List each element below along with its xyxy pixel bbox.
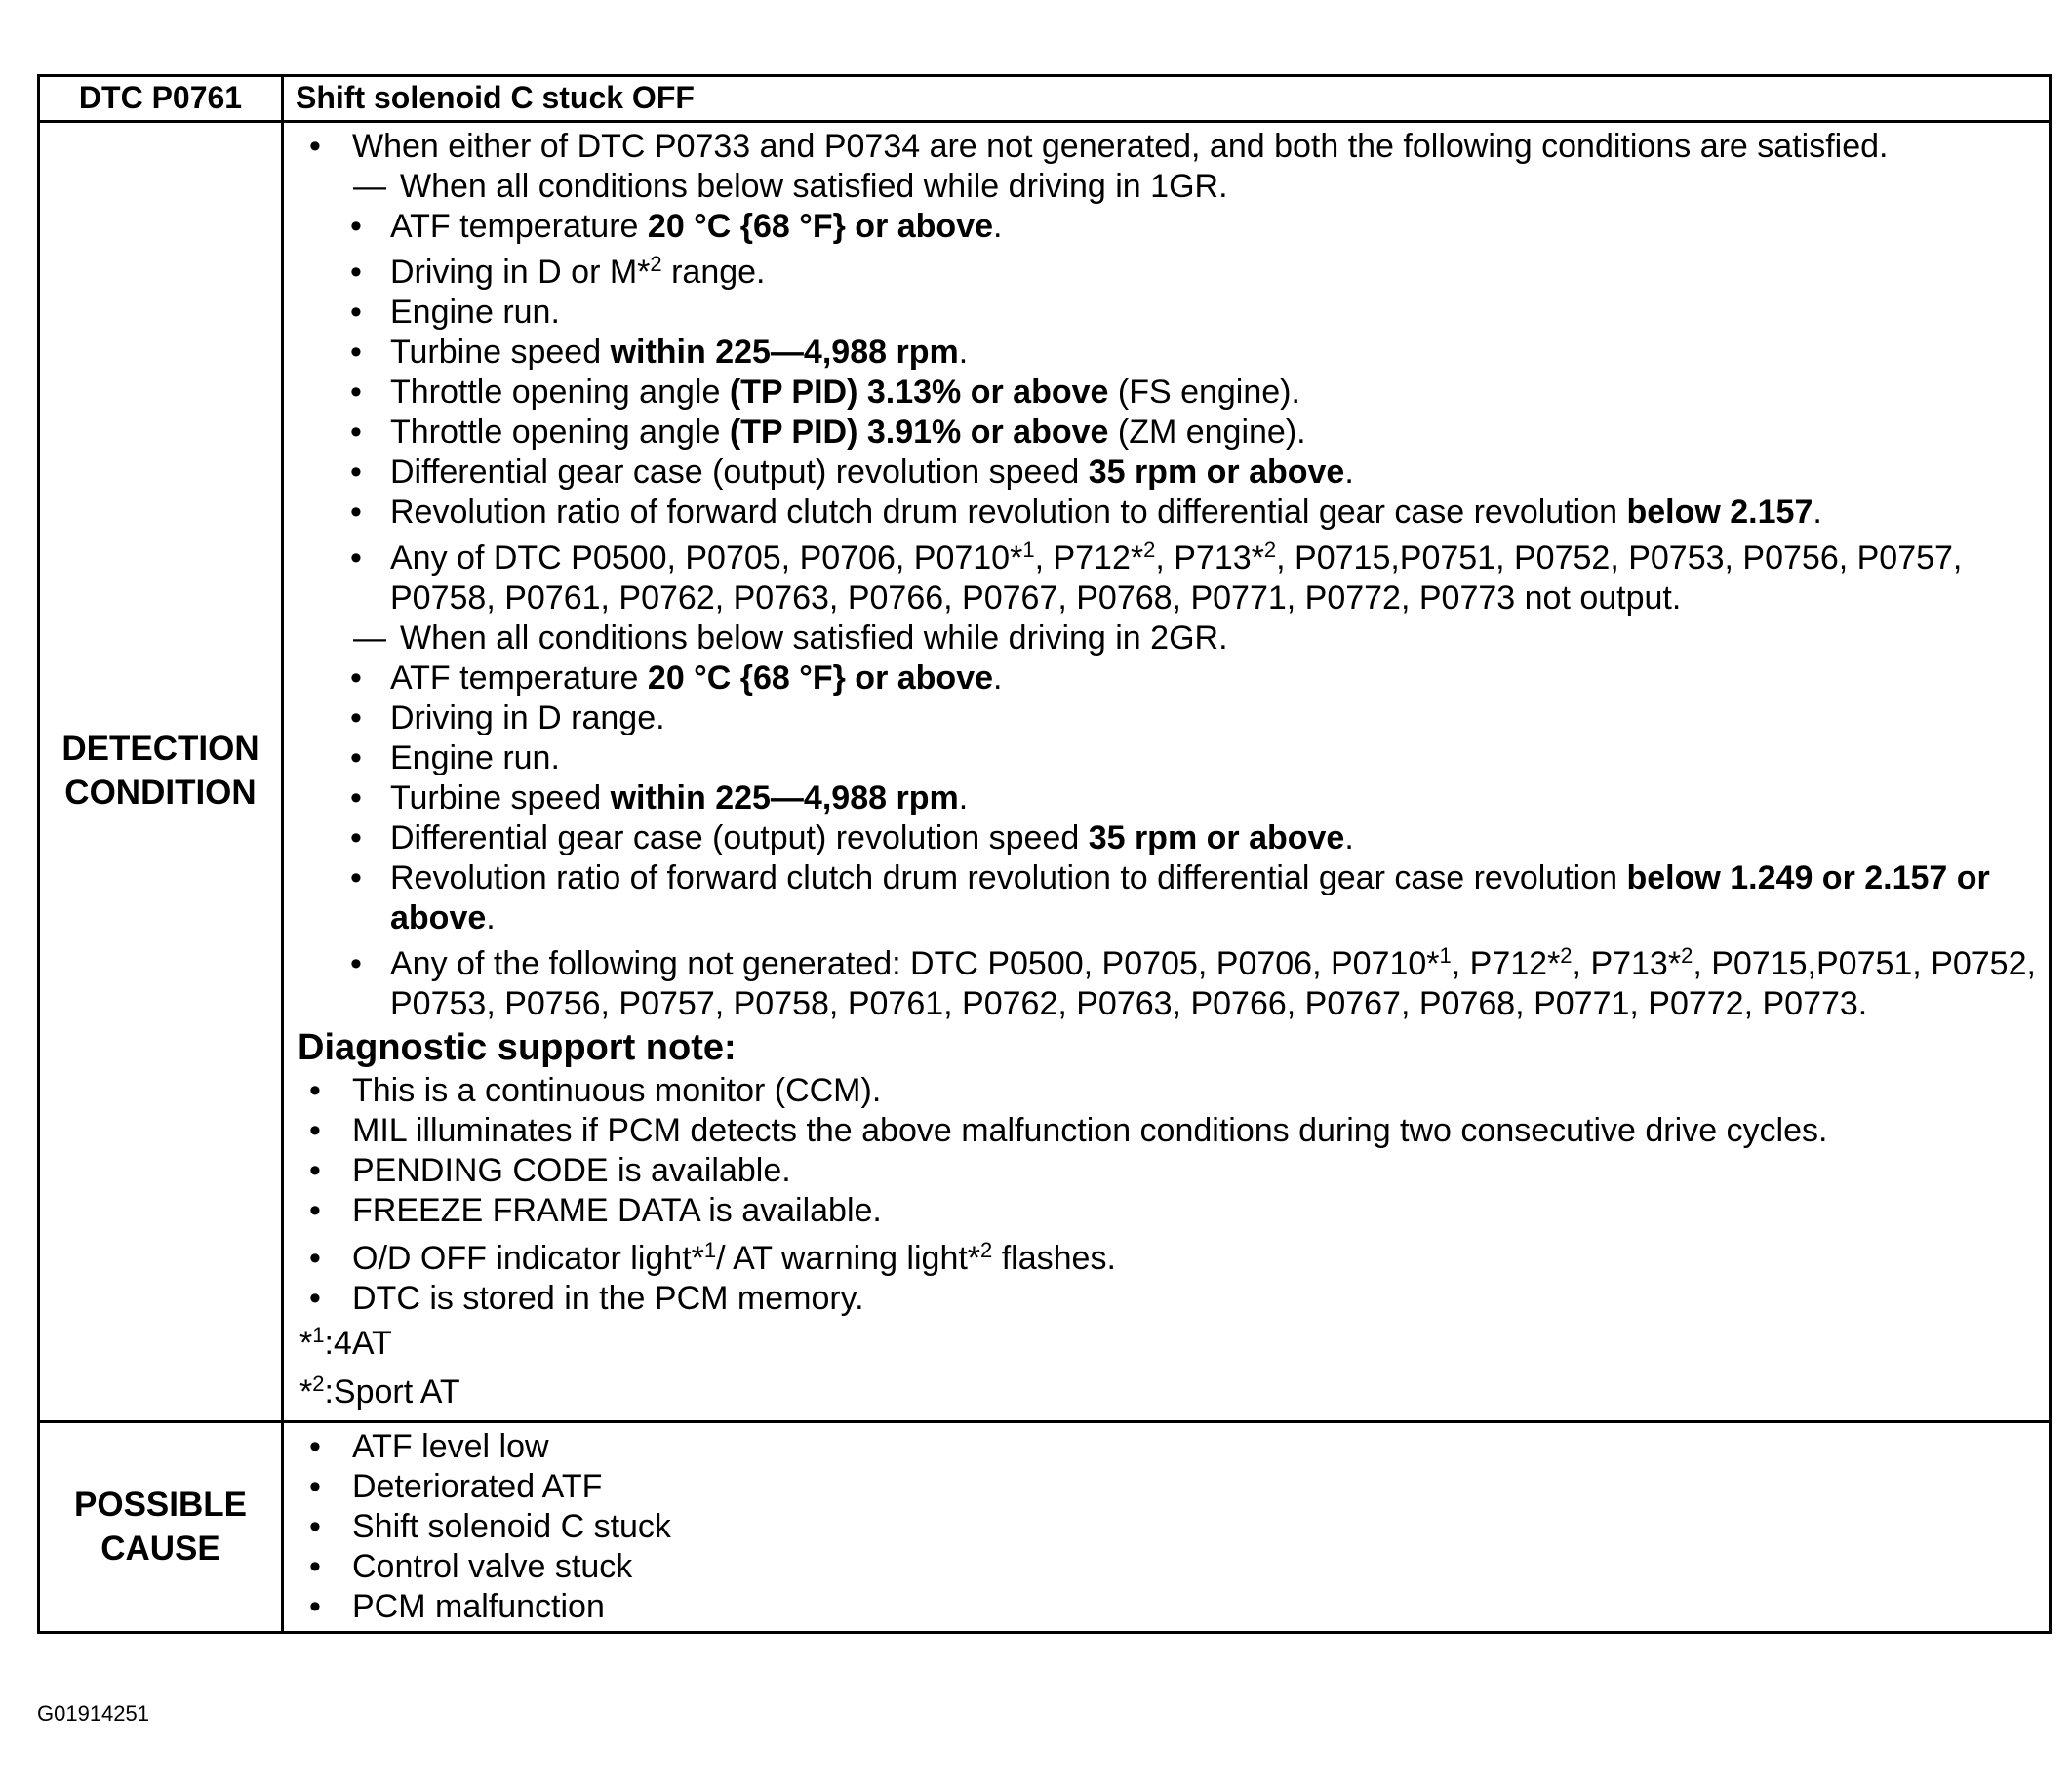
possible-cause-list xyxy=(298,1427,2043,1627)
list-item: • Shift solenoid C stuck xyxy=(298,1507,2043,1547)
list-item: • ATF level low xyxy=(298,1427,2043,1467)
gr1-throttle-zm: • Throttle opening angle (TP PID) 3.91% or above (ZM engine). xyxy=(298,413,2043,453)
possible-cause-label-line2: CAUSE xyxy=(100,1529,220,1568)
gr2-atf-temp: • ATF temperature 20 °C {68 °F} or above. xyxy=(298,658,2043,698)
gr1-block xyxy=(298,167,2043,207)
detection-list xyxy=(298,127,2043,167)
support-item-stored: • DTC is stored in the PCM memory. xyxy=(298,1279,2043,1319)
gr2-heading-text: When all conditions below satisfied while driving in 2GR. xyxy=(400,619,1228,656)
gr1-driving-range: • Driving in D or M*$^2$ range. xyxy=(298,253,2043,293)
list-item: • PCM malfunction xyxy=(298,1587,2043,1627)
gr1-revolution-ratio: • Revolution ratio of forward clutch drum revolution to differential gear case revolution below 2.157. xyxy=(298,493,2043,533)
gr1-heading xyxy=(353,167,2043,207)
detection-intro: • When either of DTC P0733 and P0734 are not generated, and both the following conditions are satisfied. xyxy=(298,127,2043,167)
dtc-table xyxy=(37,74,2052,1634)
gr2-turbine-speed: • Turbine speed within 225—4,988 rpm. xyxy=(298,778,2043,818)
gr1-dtc-not-output: • Any of DTC P0500, P0705, P0706, P0710*$^1$, P712*$^2$, P713*$^2$, P0715,P0751, P0752, P0753, P0756, P0757, P0758, P0761, P0762, P0763, P0766, P0767, P0768, P0771, P0772, P0773 not output. xyxy=(298,538,2043,618)
gr2-revolution-ratio: • Revolution ratio of forward clutch drum revolution to differential gear case revolution below 1.249 or 2.157 or above. xyxy=(298,858,2043,938)
header-row xyxy=(39,76,2051,122)
support-note-title: Diagnostic support note: xyxy=(298,1027,737,1068)
gr1-engine-run: • Engine run. xyxy=(298,293,2043,333)
image-code: G01914251 xyxy=(37,1701,149,1726)
support-item-freeze: • FREEZE FRAME DATA is available. xyxy=(298,1191,2043,1231)
support-item-indicator: • O/D OFF indicator light*$^1$/ AT warning light*$^2$ flashes. xyxy=(298,1239,2043,1279)
possible-cause-label xyxy=(39,1422,283,1633)
list-item: • Control valve stuck xyxy=(298,1547,2043,1587)
support-note-list xyxy=(298,1071,2043,1319)
support-item-pending: • PENDING CODE is available. xyxy=(298,1151,2043,1191)
dtc-code: DTC P0761 xyxy=(39,76,283,122)
gr1-turbine-speed: • Turbine speed within 225—4,988 rpm. xyxy=(298,333,2043,373)
gr2-heading xyxy=(353,618,2043,658)
gr1-throttle-fs: • Throttle opening angle (TP PID) 3.13% or above (FS engine). xyxy=(298,373,2043,413)
support-item-mil: • MIL illuminates if PCM detects the above malfunction conditions during two consecutive drive cycles. xyxy=(298,1111,2043,1151)
possible-cause-content xyxy=(283,1422,2051,1633)
gr1-atf-temp: • ATF temperature 20 °C {68 °F} or above. xyxy=(298,207,2043,247)
detection-label xyxy=(39,122,283,1422)
footnote-sport-at: *$^2$:Sport AT xyxy=(299,1372,460,1411)
gr1-heading-text: When all conditions below satisfied while driving in 1GR. xyxy=(400,168,1228,205)
gr2-engine-run: • Engine run. xyxy=(298,738,2043,778)
gr2-dtc-not-generated: • Any of the following not generated: DTC P0500, P0705, P0706, P0710*$^1$, P712*$^2$, P713*$^2$, P0715,P0751, P0752, P0753, P0756, P0757, P0758, P0761, P0762, P0763, P0766, P0767, P0768, P0771, P0772, P0773. xyxy=(298,944,2043,1024)
detection-content xyxy=(283,122,2051,1422)
detection-label-line2: CONDITION xyxy=(64,774,257,812)
dash-mark: — xyxy=(353,168,386,205)
gr2-driving-range: • Driving in D range. xyxy=(298,698,2043,738)
gr1-conditions xyxy=(298,207,2043,618)
footnote-4at: *$^1$:4AT xyxy=(299,1323,392,1362)
detection-label-line1: DETECTION xyxy=(61,730,259,769)
possible-cause-row xyxy=(39,1422,2051,1633)
support-item-ccm: • This is a continuous monitor (CCM). xyxy=(298,1071,2043,1111)
dtc-title: Shift solenoid C stuck OFF xyxy=(283,76,2051,122)
gr2-conditions xyxy=(298,658,2043,1024)
gr1-diff-speed: • Differential gear case (output) revolution speed 35 rpm or above. xyxy=(298,453,2043,493)
detection-row xyxy=(39,122,2051,1422)
list-item: • Deteriorated ATF xyxy=(298,1467,2043,1507)
gr2-block xyxy=(298,618,2043,658)
dash-mark: — xyxy=(353,619,386,656)
possible-cause-label-line1: POSSIBLE xyxy=(74,1485,247,1524)
gr2-diff-speed: • Differential gear case (output) revolution speed 35 rpm or above. xyxy=(298,818,2043,858)
